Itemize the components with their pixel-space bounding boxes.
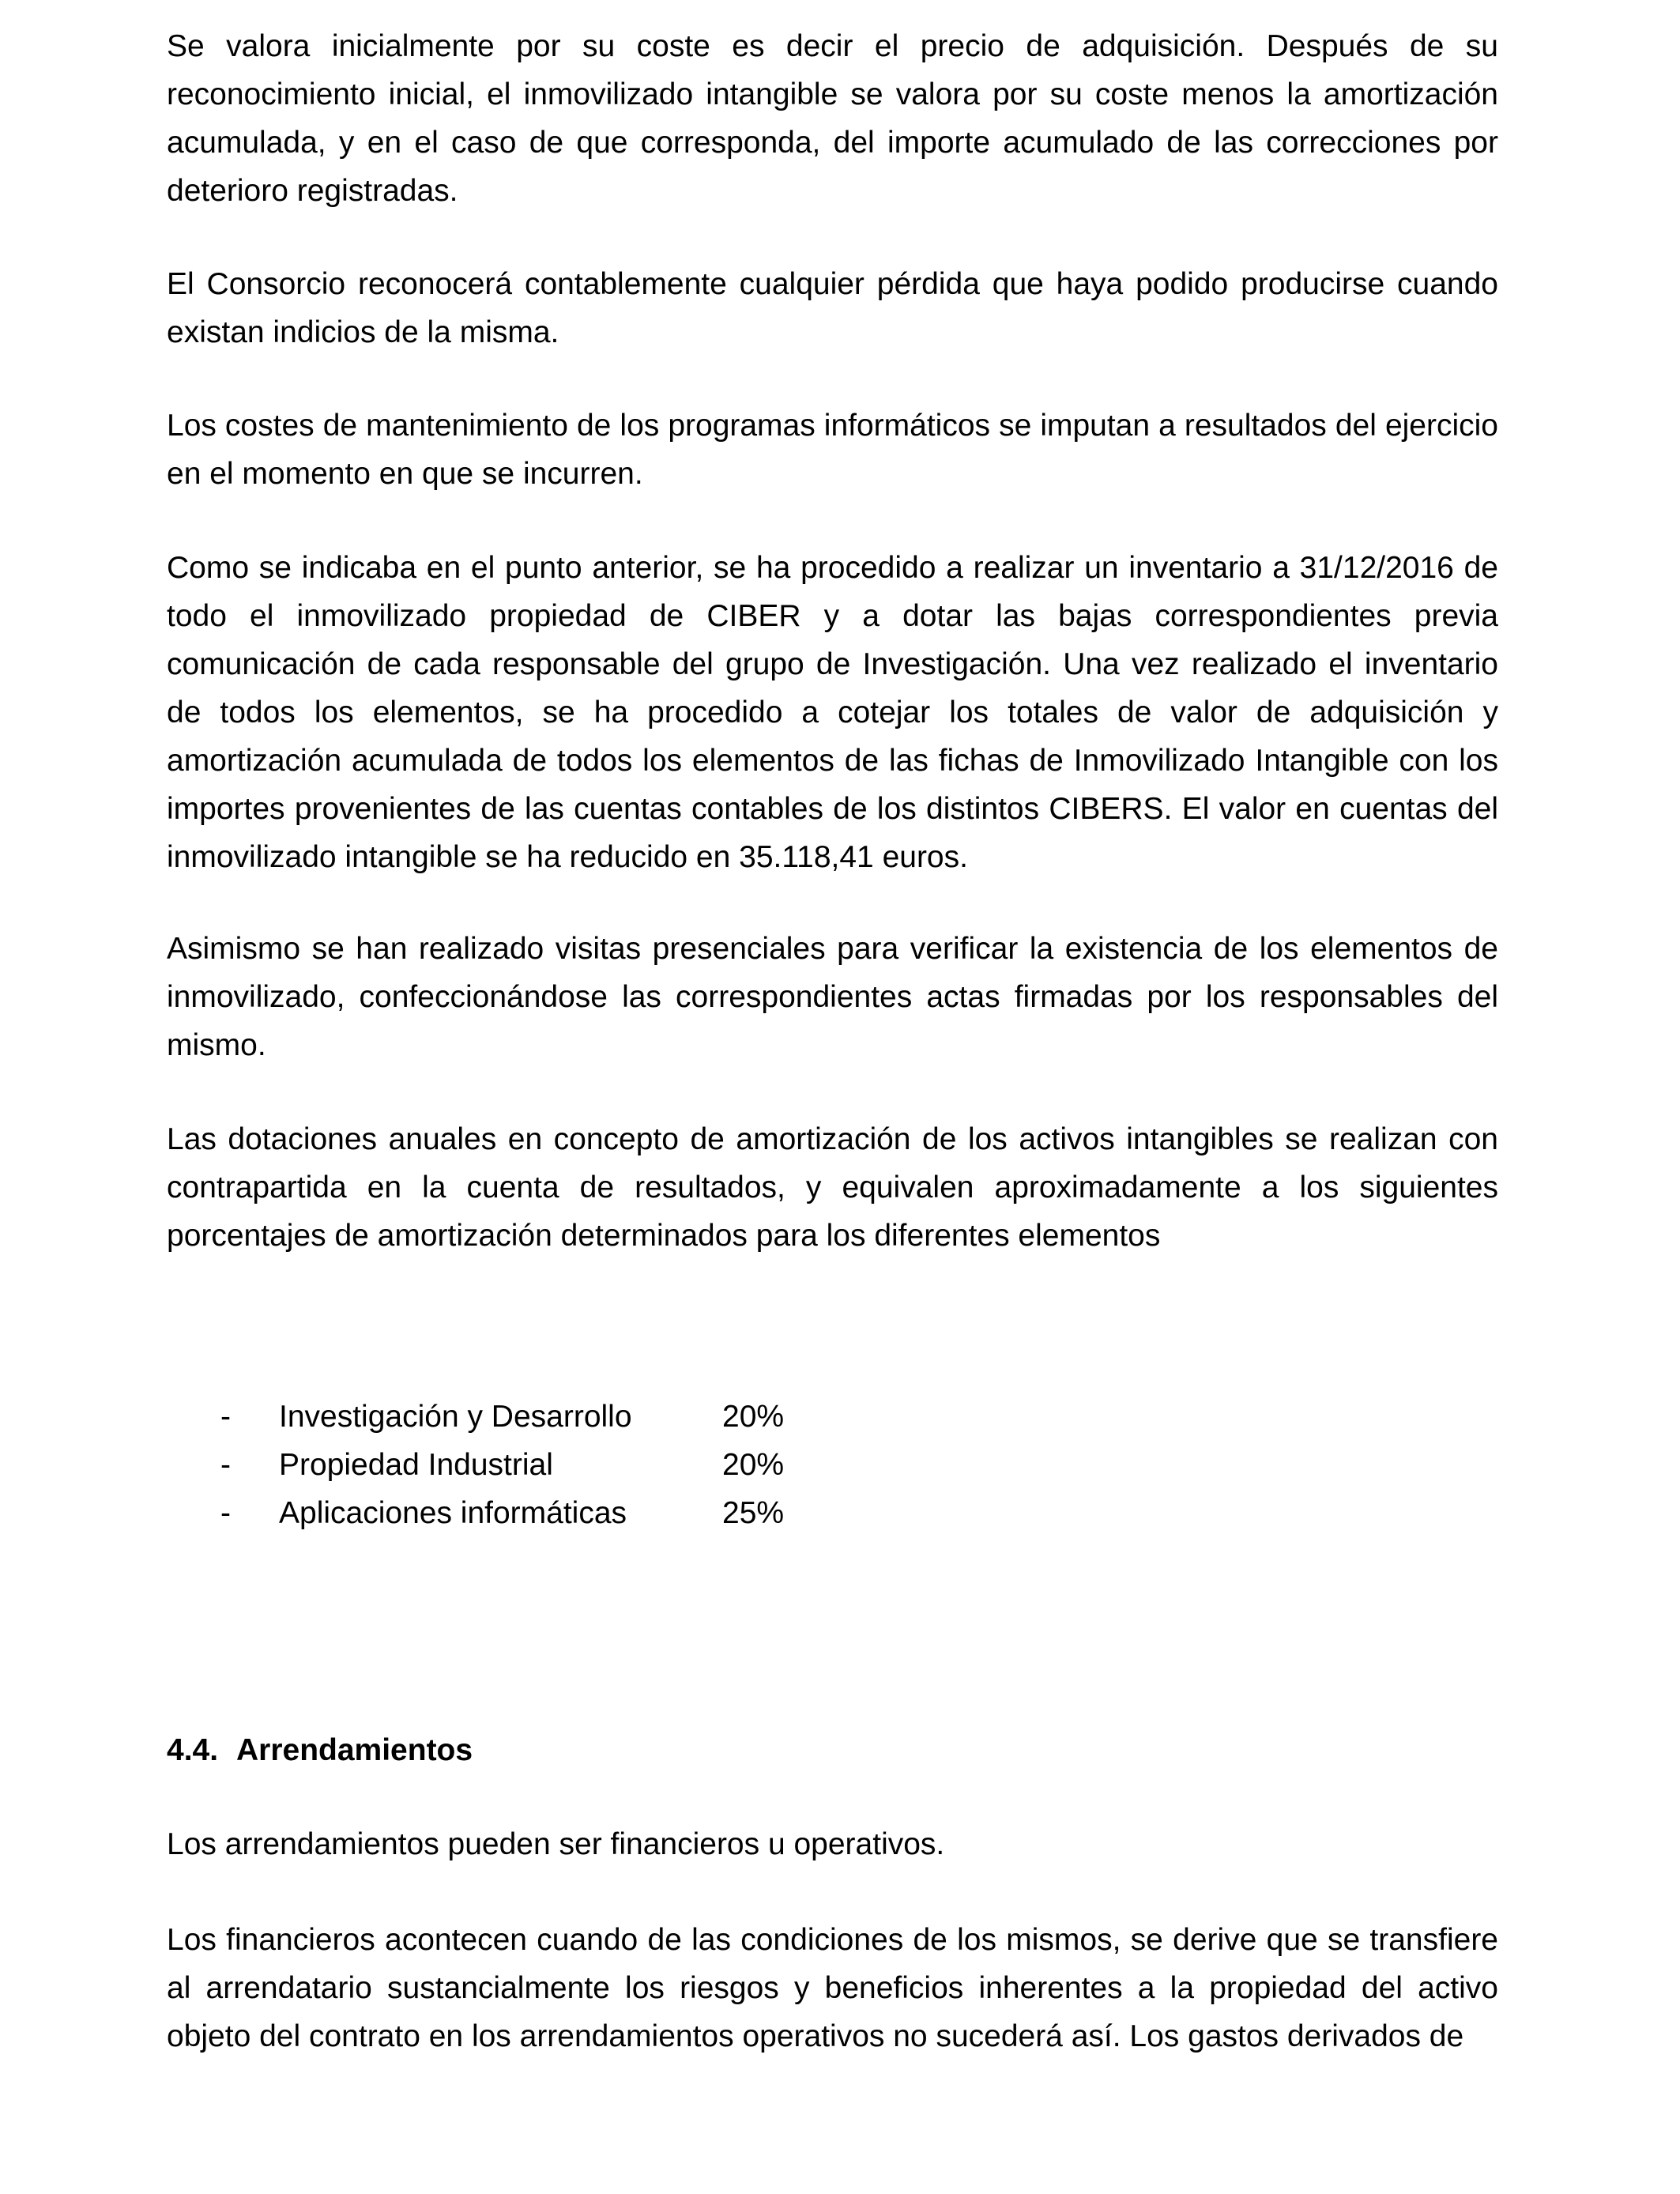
section-heading <box>167 1726 1498 1774</box>
list-item-percent: 25% <box>722 1496 785 1530</box>
paragraph-initial-valuation: Se valora inicialmente por su coste es decir el precio de adquisición. Después de su reconocimiento inicial, el inmovilizado intangible se valora por su coste menos la amortización acumulada, y en el caso de que corresponda, del importe acumulado de las correcciones por deterioro registradas. <box>167 29 1498 208</box>
list-item-percent: 20% <box>722 1448 785 1482</box>
amortization-rates-list <box>220 1393 784 1537</box>
paragraph-lease-types: Los arrendamientos pueden ser financieros u operativos. <box>167 1827 945 1861</box>
paragraph-annual-provisions: Las dotaciones anuales en concepto de amortización de los activos intangibles se realizan con contrapartida en la cuenta de resultados, y equivalen aproximadamente a los siguientes porcentajes de amortización determinados para los diferentes elementos <box>167 1122 1498 1253</box>
list-item-label: Propiedad Industrial <box>279 1448 553 1482</box>
section-title: Arrendamientos <box>236 1733 473 1767</box>
list-dash: - <box>220 1400 231 1434</box>
list-item <box>220 1489 784 1537</box>
list-item <box>220 1441 784 1489</box>
list-dash: - <box>220 1448 231 1482</box>
paragraph-maintenance-costs: Los costes de mantenimiento de los programas informáticos se imputan a resultados del ejercicio en el momento en que se incurren. <box>167 409 1498 491</box>
list-dash: - <box>220 1496 231 1530</box>
list-item-label: Investigación y Desarrollo <box>279 1400 632 1434</box>
paragraph-financial-leases: Los financieros acontecen cuando de las condiciones de los mismos, se derive que se transfiere al arrendatario sustancialmente los riesgos y beneficios inherentes a la propiedad del activo objeto del contrato en los arrendamientos operativos no sucederá así. Los gastos derivados de <box>167 1923 1498 2053</box>
paragraph-inventory: Como se indicaba en el punto anterior, se ha procedido a realizar un inventario a 31/12/2016 de todo el inmovilizado propiedad de CIBER y a dotar las bajas correspondientes previa comunicación de cada responsable del grupo de Investigación. Una vez realizado el inventario de todos los elementos, se ha procedido a cotejar los totales de valor de adquisición y amortización acumulada de todos los elementos de las fichas de Inmovilizado Intangible con los importes provenientes de las cuentas contables de los distintos CIBERS. El valor en cuentas del inmovilizado intangible se ha reducido en 35.118,41 euros. <box>167 551 1498 874</box>
list-item <box>220 1393 784 1441</box>
section-number: 4.4. <box>167 1733 219 1767</box>
list-item-label: Aplicaciones informáticas <box>279 1496 627 1530</box>
list-item-percent: 20% <box>722 1400 785 1434</box>
paragraph-site-visits: Asimismo se han realizado visitas presenciales para verificar la existencia de los elementos de inmovilizado, confeccionándose las correspondientes actas firmadas por los responsables del mismo. <box>167 932 1498 1062</box>
paragraph-loss-recognition: El Consorcio reconocerá contablemente cualquier pérdida que haya podido producirse cuando existan indicios de la misma. <box>167 267 1498 349</box>
